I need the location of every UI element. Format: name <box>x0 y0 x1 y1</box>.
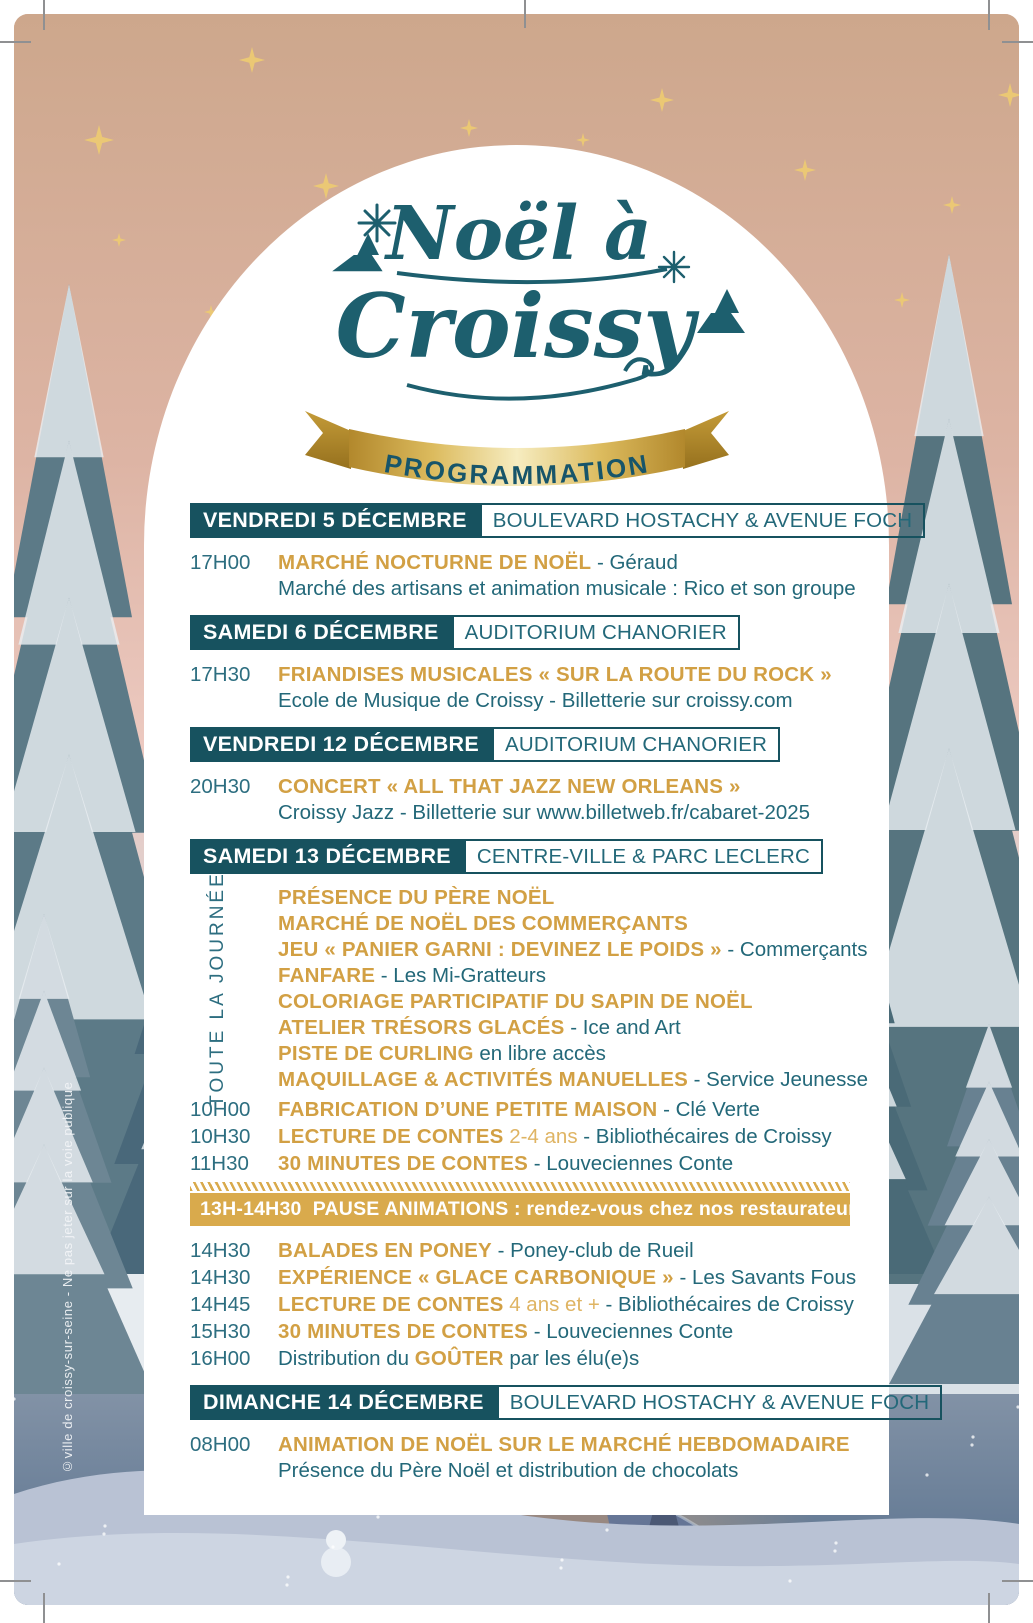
all-day-block <box>190 871 868 1107</box>
event-row <box>190 1123 850 1150</box>
event-suffix: - Poney-club de Rueil <box>491 1239 694 1262</box>
event-row <box>190 937 868 963</box>
snowflake <box>102 1532 105 1535</box>
tree-icon <box>332 233 382 271</box>
event-title: PISTE DE CURLING <box>278 1042 474 1065</box>
event-title: PRÉSENCE DU PÈRE NOËL <box>278 886 555 909</box>
hatch-divider <box>190 1182 850 1191</box>
crop-mark <box>0 41 31 43</box>
event-row <box>190 1150 850 1177</box>
event-time <box>190 1067 278 1093</box>
day-label: DIMANCHE 14 DÉCEMBRE <box>190 1385 497 1420</box>
event-line <box>278 885 554 911</box>
event-line <box>278 549 678 576</box>
event-line <box>278 661 832 688</box>
event-row <box>190 1237 850 1264</box>
event-title: EXPÉRIENCE « GLACE CARBONIQUE » <box>278 1266 674 1289</box>
event-title: MAQUILLAGE & ACTIVITÉS MANUELLES <box>278 1068 688 1091</box>
snowman <box>321 1547 351 1577</box>
day-label: VENDREDI 12 DÉCEMBRE <box>190 727 492 762</box>
event-title: ATELIER TRÉSORS GLACÉS <box>278 1016 565 1039</box>
event-title: ANIMATION DE NOËL SUR LE MARCHÉ HEBDOMADAIRE <box>278 1433 850 1456</box>
event-desc: Ecole de Musique de Croissy - Billetterie sur croissy.com <box>278 689 793 712</box>
event-title: 30 MINUTES DE CONTES <box>278 1320 529 1343</box>
crop-mark <box>1002 41 1033 43</box>
event-suffix: - Louveciennes Conte <box>528 1320 734 1343</box>
event-time: 17H00 <box>190 551 251 574</box>
event-line <box>278 963 546 989</box>
event-time: 08H00 <box>190 1433 251 1456</box>
event-row <box>190 1067 868 1093</box>
event-row <box>190 1096 850 1123</box>
event-suffix: en libre accès <box>473 1042 606 1065</box>
event-time: 17H30 <box>190 663 251 686</box>
crop-mark <box>43 0 45 30</box>
event-title: FRIANDISES MUSICALES « SUR LA ROUTE DU ROCK » <box>278 663 832 686</box>
event-time <box>190 911 278 937</box>
event-line <box>278 1123 832 1150</box>
event-suffix: - Ice and Art <box>564 1016 681 1039</box>
event-line <box>278 1264 856 1291</box>
event-row <box>190 1264 857 1291</box>
event-line <box>278 1015 681 1041</box>
event-line <box>278 1318 733 1345</box>
afternoon-events <box>190 1237 857 1372</box>
event-detail: 2-4 ans <box>503 1125 578 1148</box>
event-time <box>190 1015 278 1041</box>
programme-section <box>190 503 913 602</box>
event-row <box>190 911 850 937</box>
snowman <box>326 1530 346 1550</box>
event-title: 30 MINUTES DE CONTES <box>278 1152 529 1175</box>
event-time <box>190 937 278 963</box>
snowflake <box>833 1549 836 1552</box>
tree-icon <box>697 289 745 333</box>
section-header <box>190 727 850 762</box>
snowflake <box>834 1541 837 1544</box>
event-suffix: - Bibliothécaires de Croissy <box>599 1293 854 1316</box>
event-row <box>190 1041 850 1067</box>
event-title: FABRICATION D’UNE PETITE MAISON <box>278 1098 658 1121</box>
event-suffix: - Les Savants Fous <box>673 1266 857 1289</box>
event-row <box>190 1431 850 1458</box>
snowflake <box>560 1558 563 1561</box>
programme-schedule <box>190 503 930 1497</box>
event-prefix: Distribution du <box>278 1347 415 1370</box>
event-title: COLORIAGE PARTICIPATIF DU SAPIN DE NOËL <box>278 990 753 1013</box>
programme-section <box>190 615 850 714</box>
event-suffix: par les élu(e)s <box>503 1347 640 1370</box>
day-label: VENDREDI 5 DÉCEMBRE <box>190 503 480 538</box>
programme-section <box>190 1385 930 1484</box>
venue-label: BOULEVARD HOSTACHY & AVENUE FOCH <box>497 1385 943 1420</box>
event-suffix: - Clé Verte <box>657 1098 760 1121</box>
snowflake <box>285 1583 288 1586</box>
crop-mark <box>43 1593 45 1623</box>
snowflake <box>286 1575 289 1578</box>
crop-mark <box>988 0 990 30</box>
event-desc: Croissy Jazz - Billetterie sur www.billetweb.fr/cabaret-2025 <box>278 801 811 824</box>
event-time: 20H30 <box>190 775 251 798</box>
event-title: MARCHÉ NOCTURNE DE NOËL <box>278 551 592 574</box>
ribbon-art <box>297 403 737 503</box>
logo <box>247 161 787 408</box>
event-line <box>278 989 753 1015</box>
venue-label: AUDITORIUM CHANORIER <box>452 615 740 650</box>
event-suffix: - Commerçants <box>721 938 868 961</box>
event-line <box>278 1096 760 1123</box>
day-label: SAMEDI 6 DÉCEMBRE <box>190 615 452 650</box>
event-line <box>278 1150 733 1177</box>
pause-banner: 13H-14H30 PAUSE ANIMATIONS : rendez-vous chez nos restaurateurs ! <box>190 1193 850 1226</box>
content-panel <box>144 145 930 1515</box>
event-row <box>190 1291 854 1318</box>
event-time: 15H30 <box>190 1320 251 1343</box>
event-row <box>190 549 850 576</box>
logo-art <box>247 161 787 403</box>
event-line <box>278 1291 854 1318</box>
event-suffix: - Bibliothécaires de Croissy <box>577 1125 832 1148</box>
programme-section <box>190 727 850 826</box>
snowflake <box>376 1515 379 1518</box>
event-line <box>278 937 868 963</box>
snowflake <box>103 1524 106 1527</box>
event-time <box>190 885 278 911</box>
event-detail: 4 ans et + <box>503 1293 600 1316</box>
event-row <box>190 885 850 911</box>
logo-line1: Noël à <box>385 191 652 277</box>
snowflake <box>971 1435 974 1438</box>
copyright-credit: ©ville de croissy-sur-seine - Ne pas jeter sur la voie publique <box>60 1081 75 1474</box>
event-time: 10H30 <box>190 1125 251 1148</box>
event-title: FANFARE <box>278 964 376 987</box>
snowflake <box>57 1562 60 1565</box>
venue-label: BOULEVARD HOSTACHY & AVENUE FOCH <box>480 503 926 538</box>
event-row <box>190 1318 850 1345</box>
event-time: 14H45 <box>190 1293 251 1316</box>
event-line <box>278 1041 606 1067</box>
event-line <box>278 773 741 800</box>
event-title: GOÛTER <box>414 1347 504 1370</box>
programme-ribbon <box>297 403 737 508</box>
event-title: LECTURE DE CONTES <box>278 1293 504 1316</box>
event-suffix: - Les Mi-Gratteurs <box>375 964 546 987</box>
event-line <box>278 1237 694 1264</box>
event-title: LECTURE DE CONTES <box>278 1125 504 1148</box>
snowflake <box>925 1473 928 1476</box>
event-title: MARCHÉ DE NOËL DES COMMERÇANTS <box>278 912 688 935</box>
logo-line2: Croissy <box>335 274 694 378</box>
event-suffix: - Louveciennes Conte <box>528 1152 734 1175</box>
snowflake <box>605 1528 608 1531</box>
event-time: 14H30 <box>190 1239 251 1262</box>
event-row <box>190 989 850 1015</box>
programme-section <box>190 839 880 1372</box>
snowflake <box>559 1566 562 1569</box>
event-line <box>278 911 688 937</box>
event-title: CONCERT « ALL THAT JAZZ NEW ORLEANS » <box>278 775 741 798</box>
event-time <box>190 1041 278 1067</box>
event-title: BALADES EN PONEY <box>278 1239 492 1262</box>
event-suffix: - Service Jeunesse <box>687 1068 868 1091</box>
section-header <box>190 503 913 538</box>
snowflake <box>331 1545 334 1548</box>
section-header <box>190 615 850 650</box>
event-time <box>190 989 278 1015</box>
day-label: SAMEDI 13 DÉCEMBRE <box>190 839 464 874</box>
event-time: 10H00 <box>190 1098 251 1121</box>
all-day-label: TOUTE LA JOURNÉE <box>207 871 228 1107</box>
event-line <box>278 1067 868 1093</box>
event-time: 16H00 <box>190 1347 251 1370</box>
venue-label: AUDITORIUM CHANORIER <box>492 727 780 762</box>
crop-mark <box>524 0 526 28</box>
crop-mark <box>988 1593 990 1623</box>
crop-mark <box>0 1580 31 1582</box>
event-time: 14H30 <box>190 1266 251 1289</box>
event-row <box>190 963 850 989</box>
event-desc: Présence du Père Noël et distribution de chocolats <box>278 1459 739 1482</box>
event-time: 11H30 <box>190 1152 249 1175</box>
snowflake <box>788 1579 791 1582</box>
venue-label: CENTRE-VILLE & PARC LECLERC <box>464 839 823 874</box>
section-header <box>190 1385 930 1420</box>
section-header <box>190 839 850 874</box>
event-line <box>278 1345 639 1372</box>
event-row <box>190 1015 850 1041</box>
event-row <box>190 773 850 800</box>
event-row <box>190 661 850 688</box>
event-row <box>190 1345 850 1372</box>
event-title: JEU « PANIER GARNI : DEVINEZ LE POIDS » <box>278 938 722 961</box>
event-time <box>190 963 278 989</box>
crop-mark <box>1002 1580 1033 1582</box>
event-line <box>278 1431 850 1458</box>
event-suffix: - Géraud <box>591 551 678 574</box>
snowflake <box>970 1443 973 1446</box>
event-desc: Marché des artisans et animation musicale : Rico et son groupe <box>278 577 856 600</box>
ribbon-text: PROGRAMMATION <box>381 448 652 491</box>
